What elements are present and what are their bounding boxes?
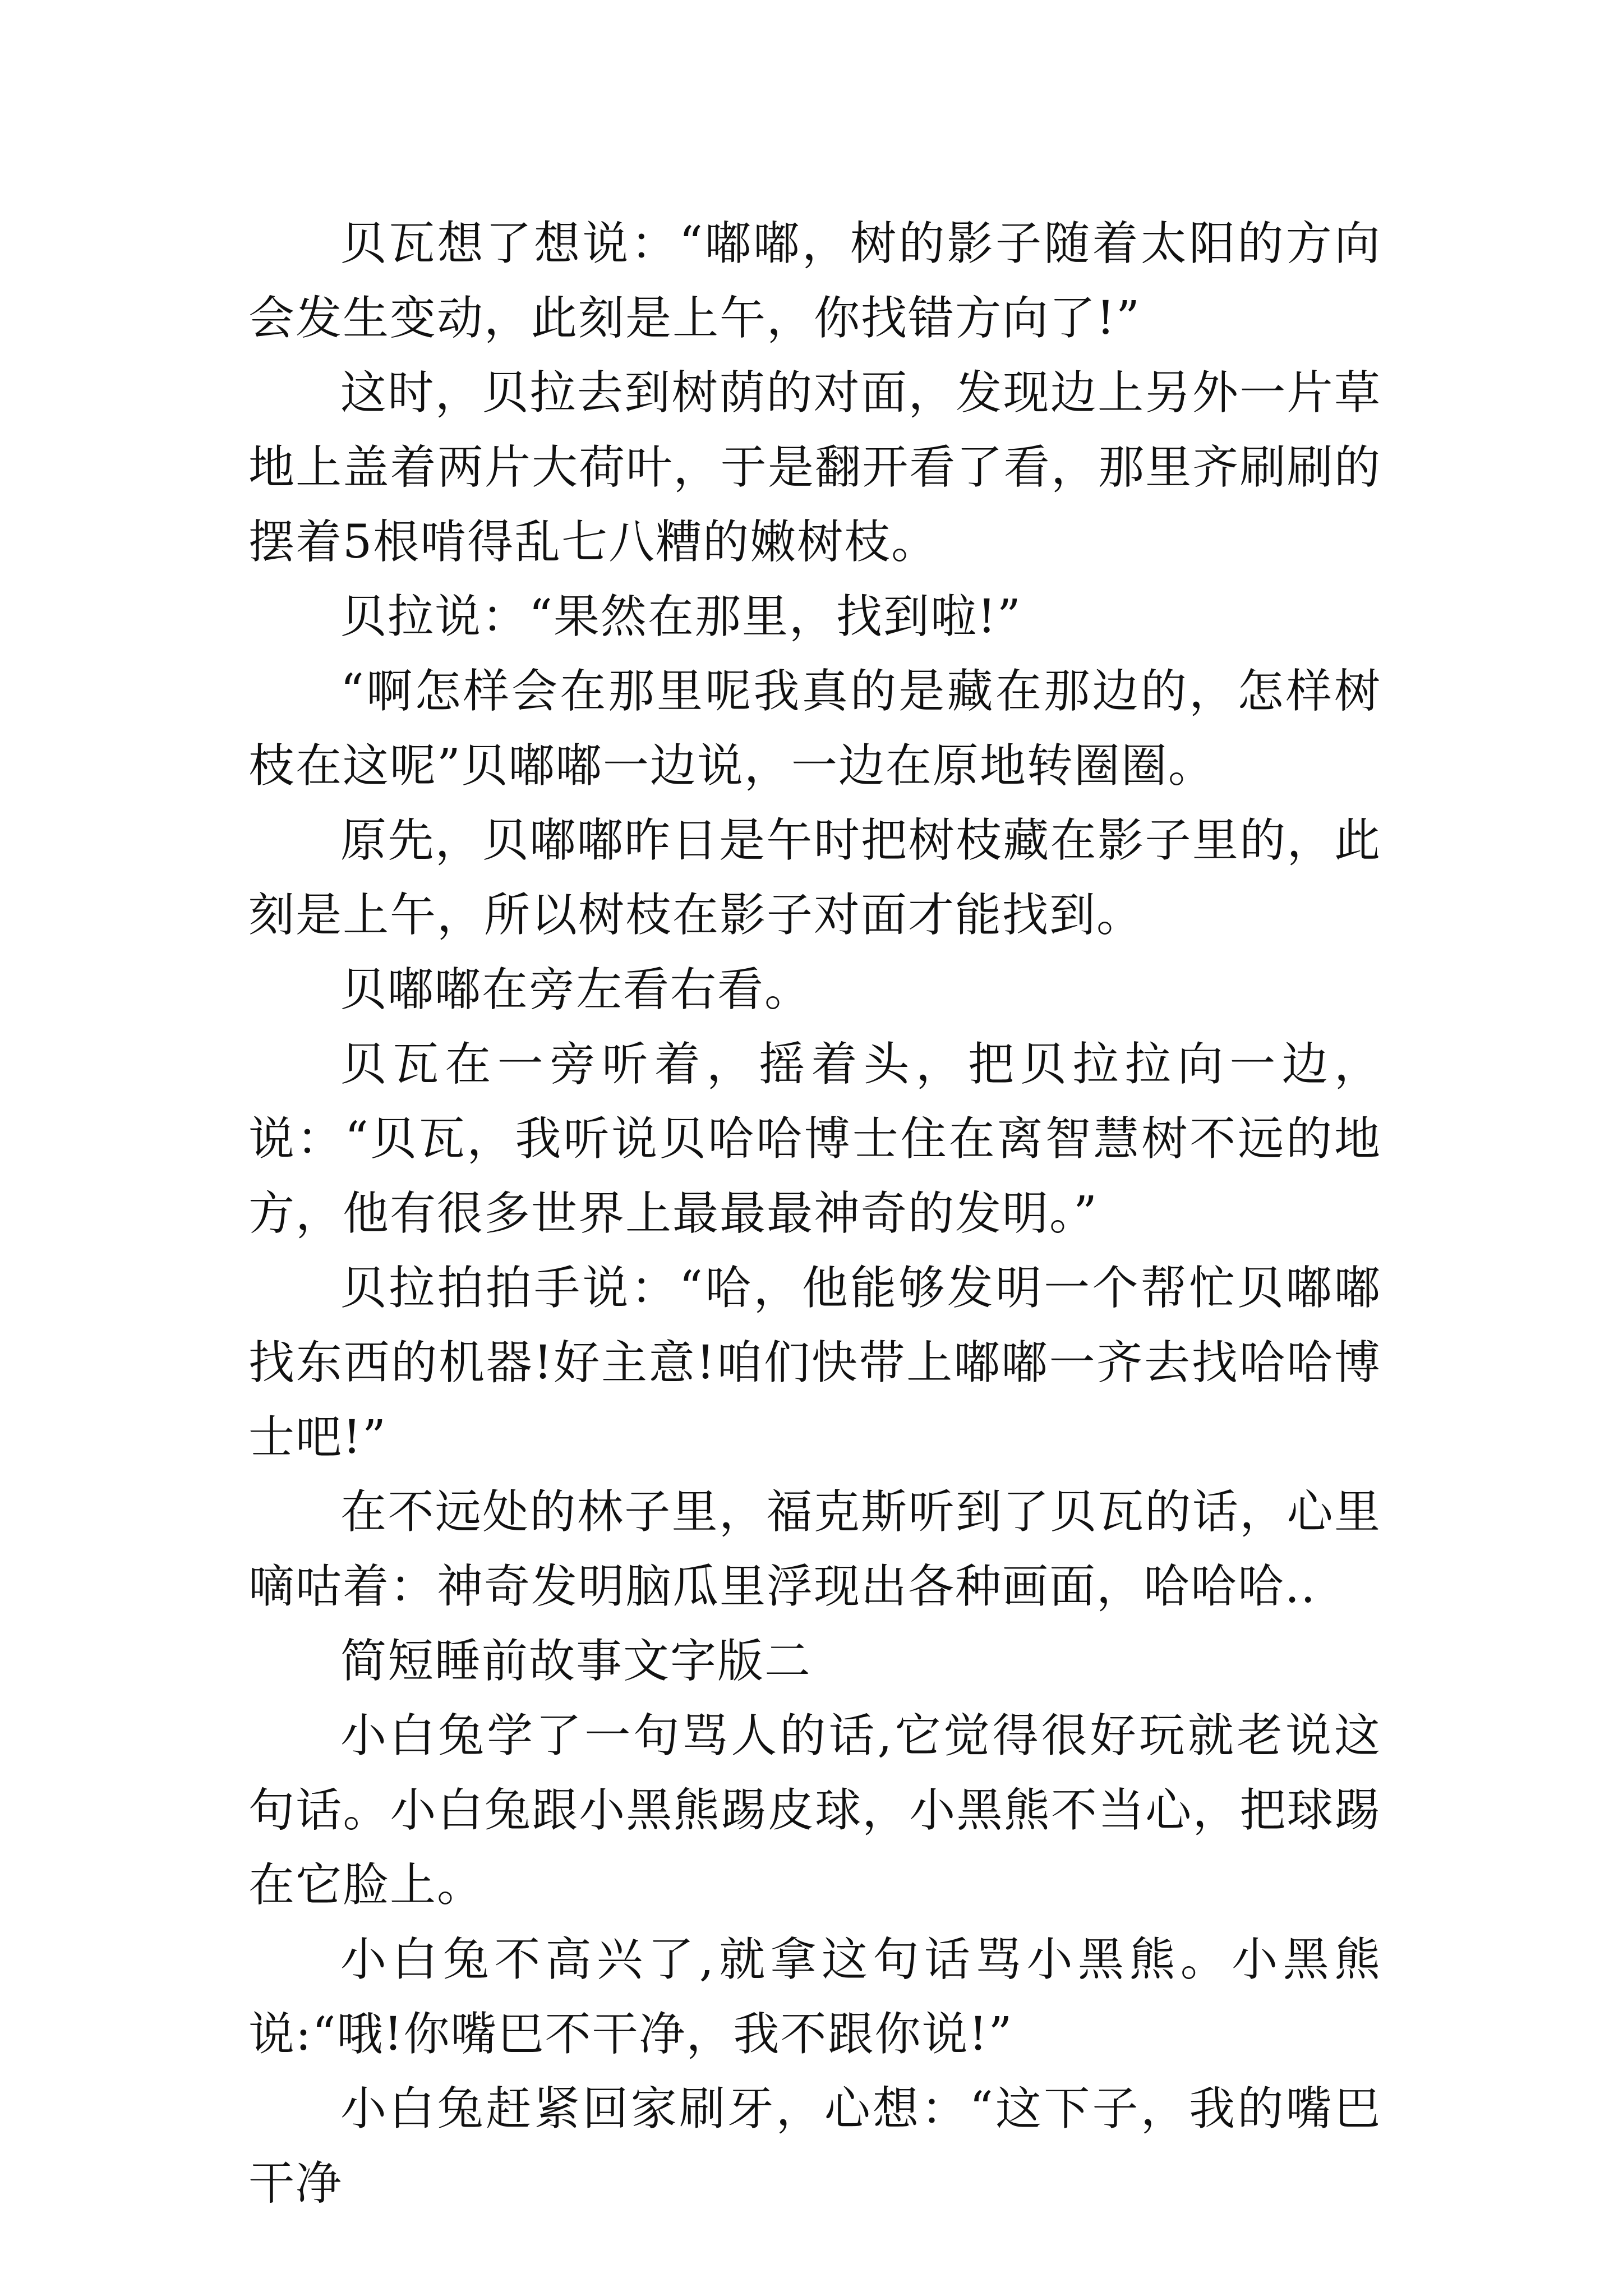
paragraph-8: 贝拉拍拍手说：“哈，他能够发明一个帮忙贝嘟嘟找东西的机器!好主意!咱们快带上嘟嘟一齐去找哈哈博士吧!” <box>248 1262 1381 1464</box>
paragraph-10: 小白兔学了一句骂人的话,它觉得很好玩就老说这句话。小白兔跟小黑熊踢皮球，小黑熊不当心，把球踢在它脸上。 <box>248 1709 1381 1912</box>
paragraph-1: 贝瓦想了想说：“嘟嘟，树的影子随着太阳的方向会发生变动，此刻是上午，你找错方向了!” <box>248 217 1381 345</box>
paragraph-6: 贝嘟嘟在旁左看右看。 <box>340 963 812 1016</box>
document-body <box>248 206 1381 2221</box>
paragraph-2: 这时，贝拉去到树荫的对面，发现边上另外一片草地上盖着两片大荷叶，于是翻开看了看，那里齐刷刷的摆着5根啃得乱七八糟的嫩树枝。 <box>248 366 1381 569</box>
section-heading: 简短睡前故事文字版二 <box>340 1635 812 1688</box>
paragraph-9: 在不远处的林子里，福克斯听到了贝瓦的话，心里嘀咕着：神奇发明脑瓜里浮现出各种画面，哈哈哈.. <box>248 1485 1381 1613</box>
paragraph-12: 小白兔赶紧回家刷牙，心想：“这下子，我的嘴巴干净 <box>248 2082 1381 2210</box>
paragraph-7: 贝瓦在一旁听着，摇着头，把贝拉拉向一边，说：“贝瓦，我听说贝哈哈博士住在离智慧树不远的地方，他有很多世界上最最最神奇的发明。” <box>248 1038 1381 1240</box>
paragraph-11: 小白兔不高兴了,就拿这句话骂小黑熊。小黑熊说:“哦!你嘴巴不干净，我不跟你说!” <box>248 1933 1381 2061</box>
paragraph-4: “啊怎样会在那里呢我真的是藏在那边的，怎样树枝在这呢”贝嘟嘟一边说，一边在原地转圈圈。 <box>248 665 1381 793</box>
paragraph-5: 原先，贝嘟嘟昨日是午时把树枝藏在影子里的，此刻是上午，所以树枝在影子对面才能找到。 <box>248 814 1381 942</box>
paragraph-3: 贝拉说：“果然在那里，找到啦!” <box>340 590 1022 643</box>
